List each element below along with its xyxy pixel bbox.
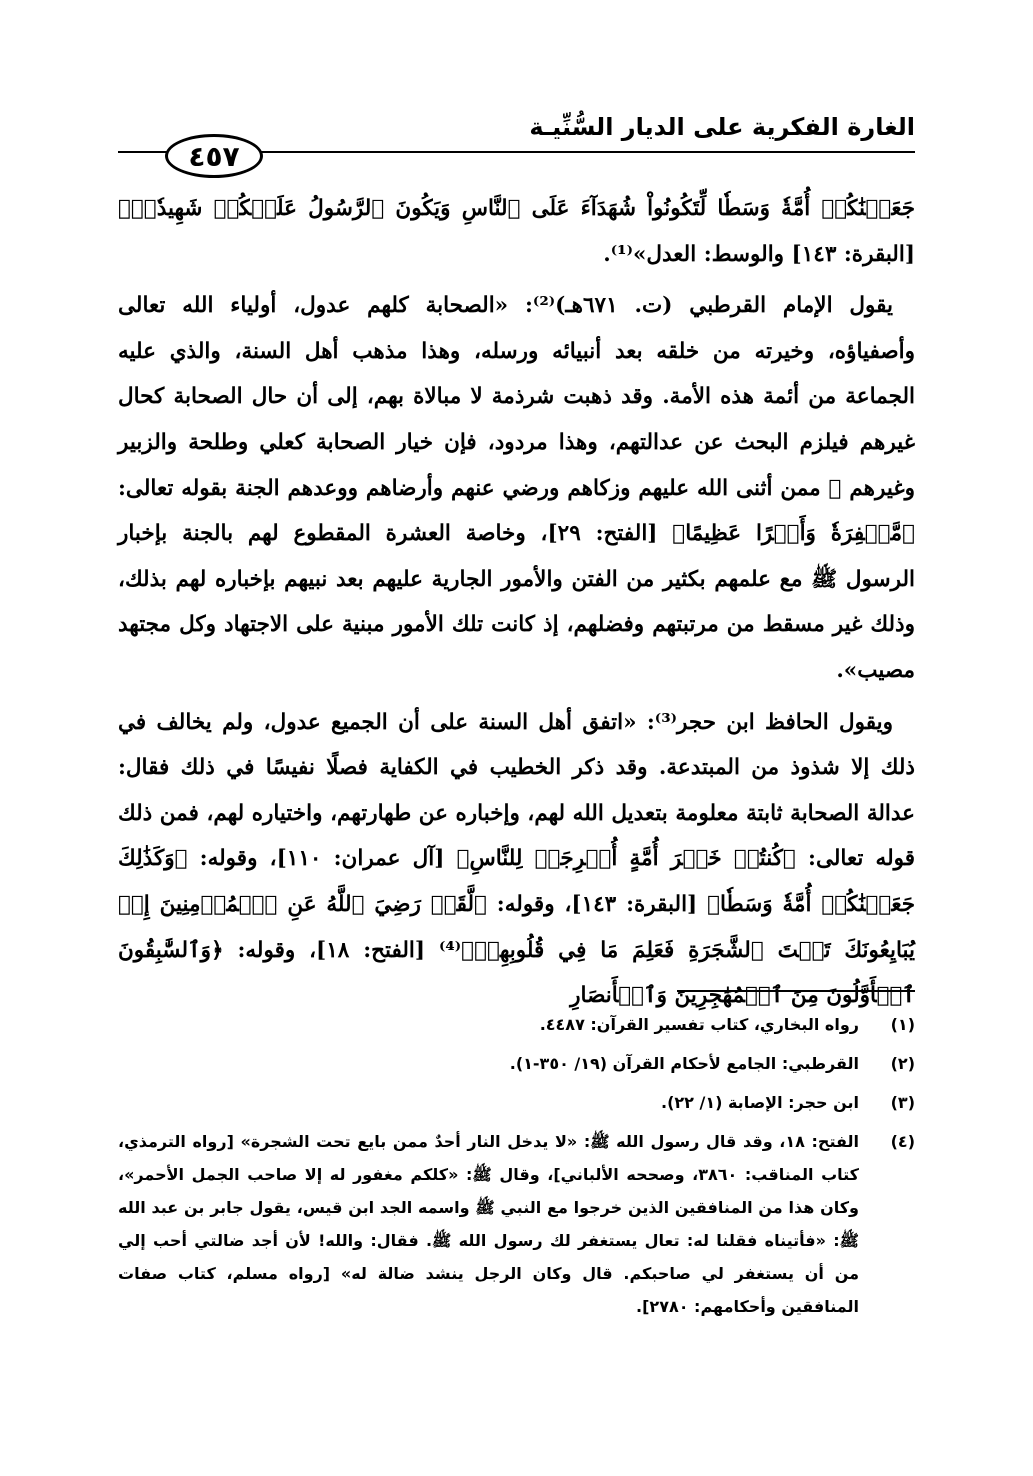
footnote-4: [118, 1125, 915, 1323]
footnote-separator: [677, 990, 915, 992]
footnotes: [118, 1008, 915, 1329]
footnote-text: ابن حجر: الإصابة (١/ ٢٢).: [660, 1093, 859, 1112]
header-rule: [258, 151, 915, 153]
paragraph-2: يقول الإمام القرطبي (ت. ٦٧١هـ)⁽²⁾: «الصحابة كلهم عدول، أولياء الله تعالى وأصفياؤه، وخيرته من خلقه بعد أنبيائه ورسله، وهذا مذهب أهل السنة، والذي عليه الجماعة من أئمة هذه الأمة. وقد ذهبت شرذمة لا مبالاة بهم، إلى أن حال الصحابة كحال غيرهم فيلزم البحث عن عدالتهم، وهذا مردود، فإن خيار الصحابة كعلي وطلحة والزبير وغيرهم ﷺ ممن أثنى الله عليهم وزكاهم ورضي عنهم وأرضاهم ووعدهم الجنة بقوله تعالى: ﴿مَّغۡفِرَةٗ وَأَجۡرًا عَظِيمًا﴾ [الفتح: ٢٩]، وخاصة العشرة المقطوع لهم بالجنة بإخبار الرسول ﷺ مع علمهم بكثير من الفتن والأمور الجارية عليهم بعد نبيهم بإخباره لهم بذلك، وذلك غير مسقط من مرتبتهم وفضلهم، إذ كانت تلك الأمور مبنية على الاجتهاد وكل مجتهد مصيب».: [118, 293, 915, 683]
footnote-text: القرطبي: الجامع لأحكام القرآن (١٩/ ٣٥٠-١).: [509, 1054, 859, 1073]
footnote-3: [118, 1086, 915, 1119]
footnote-number: (٢): [890, 1054, 915, 1073]
footnote-text: الفتح: ١٨، وقد قال رسول الله ﷺ: «لا يدخل النار أحدٌ ممن بايع تحت الشجرة» [رواه الترمذي، كتاب المناقب: ٣٨٦٠، وصححه الألباني]، وقال ﷺ: «كلكم مغفور له إلا صاحب الجمل الأحمر»، وكان هذا من المنافقين الذين خرجوا مع النبي ﷺ واسمه الجد ابن قيس، يقول جابر بن عبد الله ﷺ: «فأتيناه فقلنا له: تعال يستغفر لك رسول الله ﷺ. فقال: والله! لأن أجد ضالتي أحب إلي من أن يستغفر لي صاحبكم. قال وكان الرجل ينشد ضالة له» [رواه مسلم، كتاب صفات المنافقين وأحكامهم: ٢٧٨٠].: [118, 1132, 859, 1316]
header-rule-left: [118, 151, 168, 153]
footnote-number: (٤): [890, 1132, 915, 1151]
footnote-number: (٣): [890, 1093, 915, 1112]
paragraph-1: جَعَلۡنَٰكُمۡ أُمَّةٗ وَسَطٗا لِّتَكُونُواْ شُهَدَآءَ عَلَى ٱلنَّاسِ وَيَكُونَ ٱلرَّسُولُ عَلَيۡكُمۡ شَهِيدٗاۗ﴾ [البقرة: ١٤٣] والوسط: العدل»⁽¹⁾.: [118, 196, 915, 267]
footnote-2: [118, 1047, 915, 1080]
footnote-text: رواه البخاري، كتاب تفسير القرآن: ٤٤٨٧.: [539, 1015, 859, 1034]
paragraph-3: ويقول الحافظ ابن حجر⁽³⁾: «اتفق أهل السنة على أن الجميع عدول، ولم يخالف في ذلك إلا شذوذ من المبتدعة. وقد ذكر الخطيب في الكفاية فصلًا نفيسًا في ذلك فقال: عدالة الصحابة ثابتة معلومة بتعديل الله لهم، وإخباره عن طهارتهم، واختياره لهم، فمن ذلك قوله تعالى: ﴿كُنتُمۡ خَيۡرَ أُمَّةٍ أُخۡرِجَتۡ لِلنَّاسِ﴾ [آل عمران: ١١٠]، وقوله: ﴿وَكَذَٰلِكَ جَعَلۡنَٰكُمۡ أُمَّةٗ وَسَطٗا﴾ [البقرة: ١٤٣]، وقوله: ﴿لَّقَدۡ رَضِيَ ٱللَّهُ عَنِ ٱلۡمُؤۡمِنِينَ إِذۡ يُبَايِعُونَكَ تَحۡتَ ٱلشَّجَرَةِ فَعَلِمَ مَا فِي قُلُوبِهِمۡ﴾⁽⁴⁾ [الفتح: ١٨]، وقوله: ﴿وَٱلسَّٰبِقُونَ ٱلۡأَوَّلُونَ مِنَ ٱلۡمُهَٰجِرِينَ وَٱلۡأَنصَارِ: [118, 709, 916, 1009]
footnote-1: [118, 1008, 915, 1041]
page-number-badge: ٤٥٧: [165, 134, 263, 178]
footnote-number: (١): [890, 1015, 915, 1034]
running-header-title: الغارة الفكرية على الديار السُّنِّيـة: [529, 113, 915, 141]
main-text: [118, 186, 915, 1025]
